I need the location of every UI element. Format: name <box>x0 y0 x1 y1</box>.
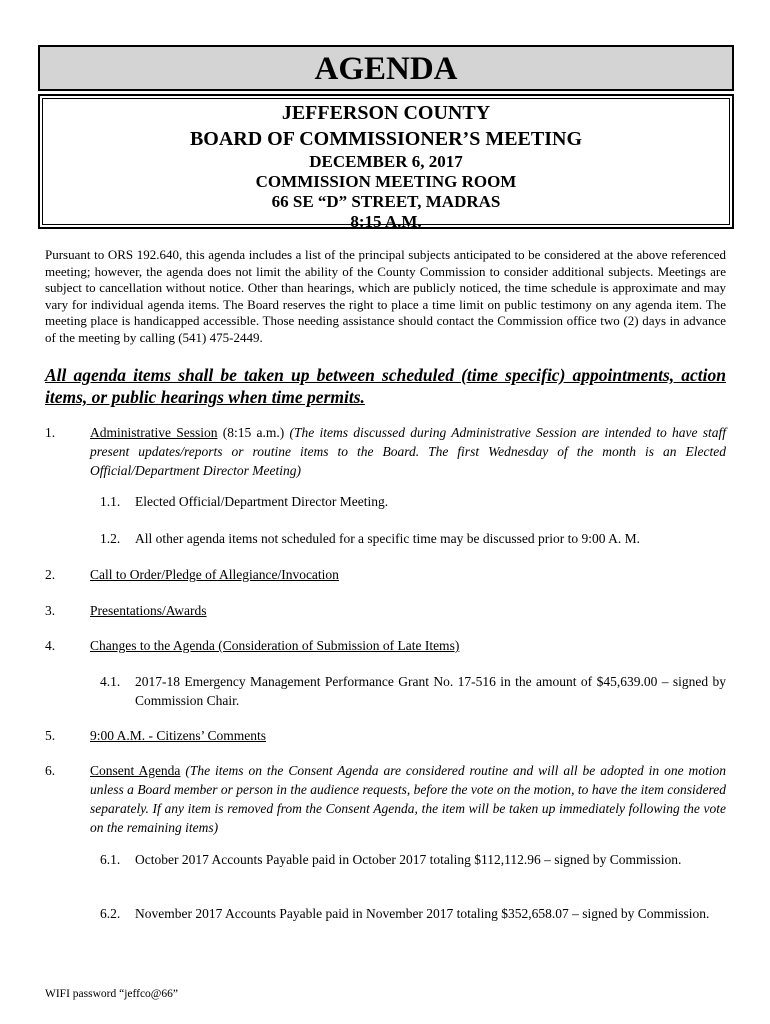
policy-statement: All agenda items shall be taken up between scheduled (time specific) appointments, action items, or public hearings when time permits. <box>45 365 726 407</box>
subitem-text: 2017-18 Emergency Management Performance Grant No. 17-516 in the amount of $45,639.00 – signed by Commission Chair. <box>135 674 726 708</box>
subitem-number: 4.1. <box>100 674 121 689</box>
item-title: Changes to the Agenda (Consideration of Submission of Late Items) <box>90 638 460 653</box>
agenda-item-4 <box>45 636 726 655</box>
agenda-subitem-6-1 <box>100 850 726 869</box>
agenda-subitem-1-1 <box>100 492 726 511</box>
agenda-item-6 <box>45 761 726 837</box>
meeting-room: COMMISSION MEETING ROOM <box>255 172 517 191</box>
agenda-item-3 <box>45 601 726 620</box>
wifi-password-footer: WIFI password “jeffco@66” <box>45 988 179 1000</box>
subitem-text: November 2017 Accounts Payable paid in November 2017 totaling $352,658.07 – signed by Commission. <box>135 906 710 921</box>
subitem-text: All other agenda items not scheduled for a specific time may be discussed prior to 9:00 A. M. <box>135 531 641 546</box>
subitem-text: Elected Official/Department Director Meeting. <box>135 494 389 509</box>
item-note: (The items discussed during Administrative Session are intended to have staff present updates/reports or routine items to the Board. The first Wednesday of the month is an Elected Official/Department Director Meeting) <box>90 425 726 478</box>
meeting-address: 66 SE “D” STREET, MADRAS <box>271 192 501 211</box>
item-number: 3. <box>45 603 56 618</box>
meeting-date: DECEMBER 6, 2017 <box>309 152 463 171</box>
agenda-item-2 <box>45 565 726 584</box>
item-title: Call to Order/Pledge of Allegiance/Invocation <box>90 567 339 582</box>
county-name: JEFFERSON COUNTY <box>281 102 491 124</box>
agenda-item-5 <box>45 726 726 745</box>
item-title: Presentations/Awards <box>90 603 207 618</box>
item-title: Consent Agenda <box>90 763 181 778</box>
meeting-header <box>38 94 734 229</box>
item-number: 5. <box>45 728 56 743</box>
subitem-number: 6.1. <box>100 852 121 867</box>
meeting-time: 8:15 A.M. <box>350 212 422 231</box>
item-title: Administrative Session <box>90 425 218 440</box>
subitem-number: 6.2. <box>100 906 121 921</box>
agenda-subitem-4-1 <box>100 672 726 710</box>
item-number: 6. <box>45 763 56 778</box>
agenda-subitem-6-2 <box>100 904 726 923</box>
intro-paragraph: Pursuant to ORS 192.640, this agenda includes a list of the principal subjects anticipated to be considered at the above referenced meeting; however, the agenda does not limit the ability of the County Commission to consider additional subjects. Meetings are subject to cancellation without notice. Other than hearings, which are publicly noticed, the time schedule is approximate and may vary for individual agenda items. The Board reserves the right to place a time limit on public testimony on any agenda item. The meeting place is handicapped accessible. Those needing assistance should contact the Commission office two (2) days in advance of the meeting by calling (541) 475-2449. <box>45 247 726 345</box>
agenda-item-1 <box>45 423 726 480</box>
subitem-number: 1.2. <box>100 531 121 546</box>
item-title: 9:00 A.M. - Citizens’ Comments <box>90 728 266 743</box>
item-note: (The items on the Consent Agenda are considered routine and will all be adopted in one motion unless a Board member or person in the audience requests, before the vote on the motion, to have the item considered separately. If any item is removed from the Consent Agenda, the item will be taken up immediately following the vote on the remaining items) <box>90 763 726 835</box>
item-number: 4. <box>45 638 56 653</box>
item-number: 2. <box>45 567 56 582</box>
meeting-name: BOARD OF COMMISSIONER’S MEETING <box>189 128 583 150</box>
subitem-number: 1.1. <box>100 494 121 509</box>
subitem-text: October 2017 Accounts Payable paid in October 2017 totaling $112,112.96 – signed by Commission. <box>135 852 682 867</box>
item-time: (8:15 a.m.) <box>217 425 290 440</box>
agenda-subitem-1-2 <box>100 529 726 548</box>
item-number: 1. <box>45 425 56 440</box>
agenda-title: AGENDA <box>38 45 734 91</box>
